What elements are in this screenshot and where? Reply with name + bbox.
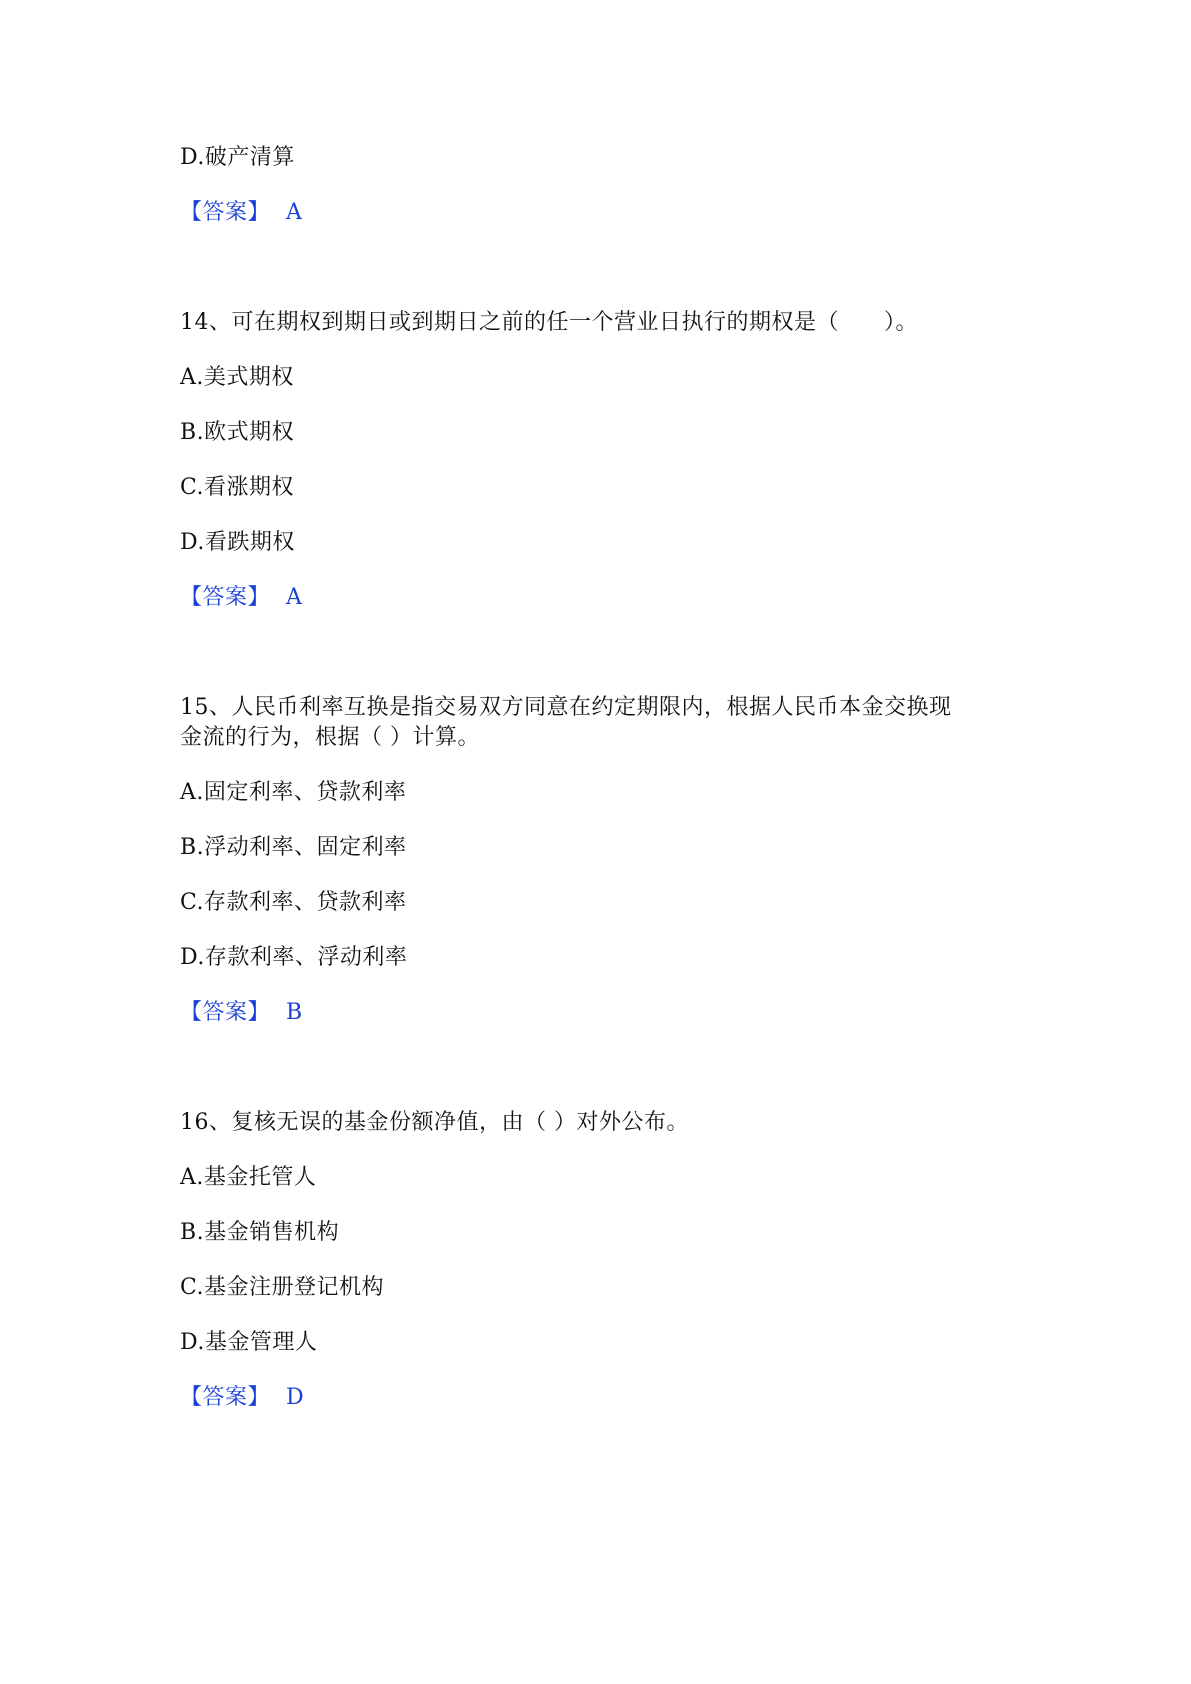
answer-label: 【答案】 [180, 200, 271, 225]
answer-value: A [286, 200, 303, 225]
q15-option-a: A.固定利率、贷款利率 [180, 780, 407, 805]
q16-answer [180, 1382, 304, 1414]
q15-answer [180, 997, 303, 1029]
q16-option-b: B.基金销售机构 [180, 1220, 340, 1245]
q16-option-a: A.基金托管人 [180, 1165, 317, 1190]
answer-label: 【答案】 [180, 1000, 271, 1025]
answer-value: B [286, 1000, 303, 1025]
answer-value: D [286, 1385, 305, 1410]
q14-option-b: B.欧式期权 [180, 420, 295, 445]
q14-option-d: D.看跌期权 [180, 530, 295, 555]
q13-answer [180, 197, 302, 229]
q15-stem-line2: 金流的行为，根据（ ）计算。 [180, 725, 480, 750]
q16-stem: 16、复核无误的基金份额净值，由（ ）对外公布。 [180, 1110, 689, 1135]
q15-option-b: B.浮动利率、固定利率 [180, 835, 407, 860]
q13-option-d: D.破产清算 [180, 145, 295, 170]
answer-label: 【答案】 [180, 585, 271, 610]
q14-answer [180, 582, 302, 614]
q15-option-c: C.存款利率、贷款利率 [180, 890, 407, 915]
q16-option-c: C.基金注册登记机构 [180, 1275, 385, 1300]
q15-option-d: D.存款利率、浮动利率 [180, 945, 408, 970]
q14-stem: 14、可在期权到期日或到期日之前的任一个营业日执行的期权是（ ）。 [180, 310, 918, 335]
q16-option-d: D.基金管理人 [180, 1330, 318, 1355]
q14-option-a: A.美式期权 [180, 365, 294, 390]
q14-option-c: C.看涨期权 [180, 475, 295, 500]
answer-label: 【答案】 [180, 1385, 271, 1410]
answer-value: A [286, 585, 303, 610]
q15-stem-line1: 15、人民币利率互换是指交易双方同意在约定期限内，根据人民币本金交换现 [180, 695, 952, 720]
